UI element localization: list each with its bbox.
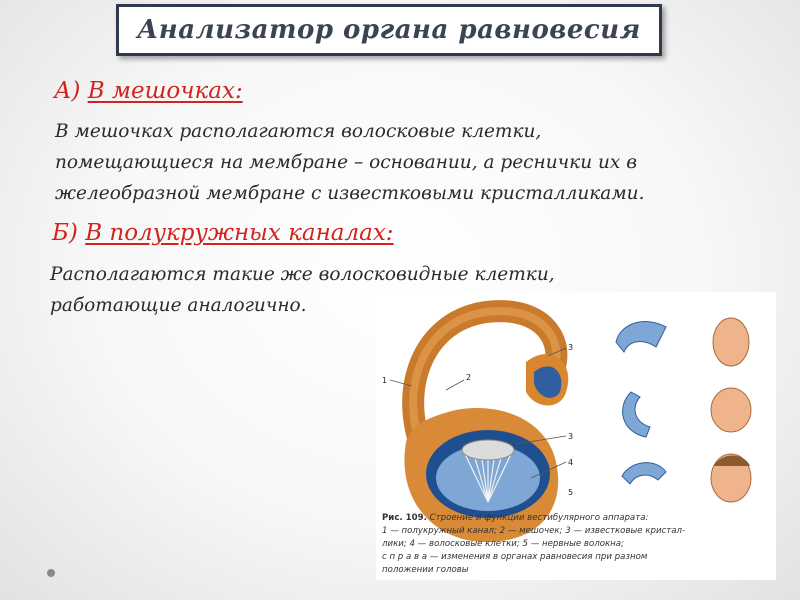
section-a-title: В мешочках:: [87, 78, 243, 104]
section-a-line-1: В мешочках располагаются волосковые клетки,: [55, 121, 542, 142]
caption-line-4: с п р а в а — изменения в органах равновесия при разном: [382, 552, 648, 562]
head-tilted-icon: [713, 318, 749, 366]
caption-line-3: лики; 4 — волосковые клетки; 5 — нервные волокна;: [382, 539, 624, 549]
slide-title: Анализатор органа равновесия: [137, 15, 641, 45]
title-box: [116, 4, 662, 56]
head-position-diagrams: [616, 318, 751, 502]
section-b-line-1: Располагаются такие же волосковидные клетки,: [50, 264, 555, 285]
section-b-heading: [52, 220, 394, 246]
label-3-top: 3: [568, 343, 574, 352]
section-b-prefix: Б): [52, 220, 86, 246]
section-a-line-2: помещающиеся на мембране – основании, а реснички их в: [55, 152, 637, 173]
section-a-prefix: А): [54, 78, 88, 104]
label-5: 5: [568, 488, 574, 497]
label-3-bottom: 3: [568, 432, 574, 441]
slide-bullet-dot: [47, 569, 55, 577]
caption-line-1: Строение и функции вестибулярного аппарата:: [429, 513, 649, 523]
section-b-line-2: работающие аналогично.: [50, 295, 307, 316]
head-side-icon: [711, 388, 751, 432]
section-b-title: В полукружных каналах:: [85, 220, 394, 246]
label-1: 1: [382, 376, 388, 385]
caption-head: Рис. 109.: [382, 513, 427, 523]
section-a-text: [55, 116, 644, 209]
label-4: 4: [568, 458, 574, 467]
section-a-heading: [54, 78, 243, 104]
caption-line-5: положении головы: [382, 565, 469, 575]
figure-caption: [382, 512, 772, 577]
section-a-line-3: желеобразной мембране с известковыми кристалликами.: [55, 183, 645, 204]
label-2: 2: [466, 373, 472, 382]
caption-line-2: 1 — полукружный канал; 2 — мешочек; 3 — известковые кристал-: [382, 526, 686, 536]
